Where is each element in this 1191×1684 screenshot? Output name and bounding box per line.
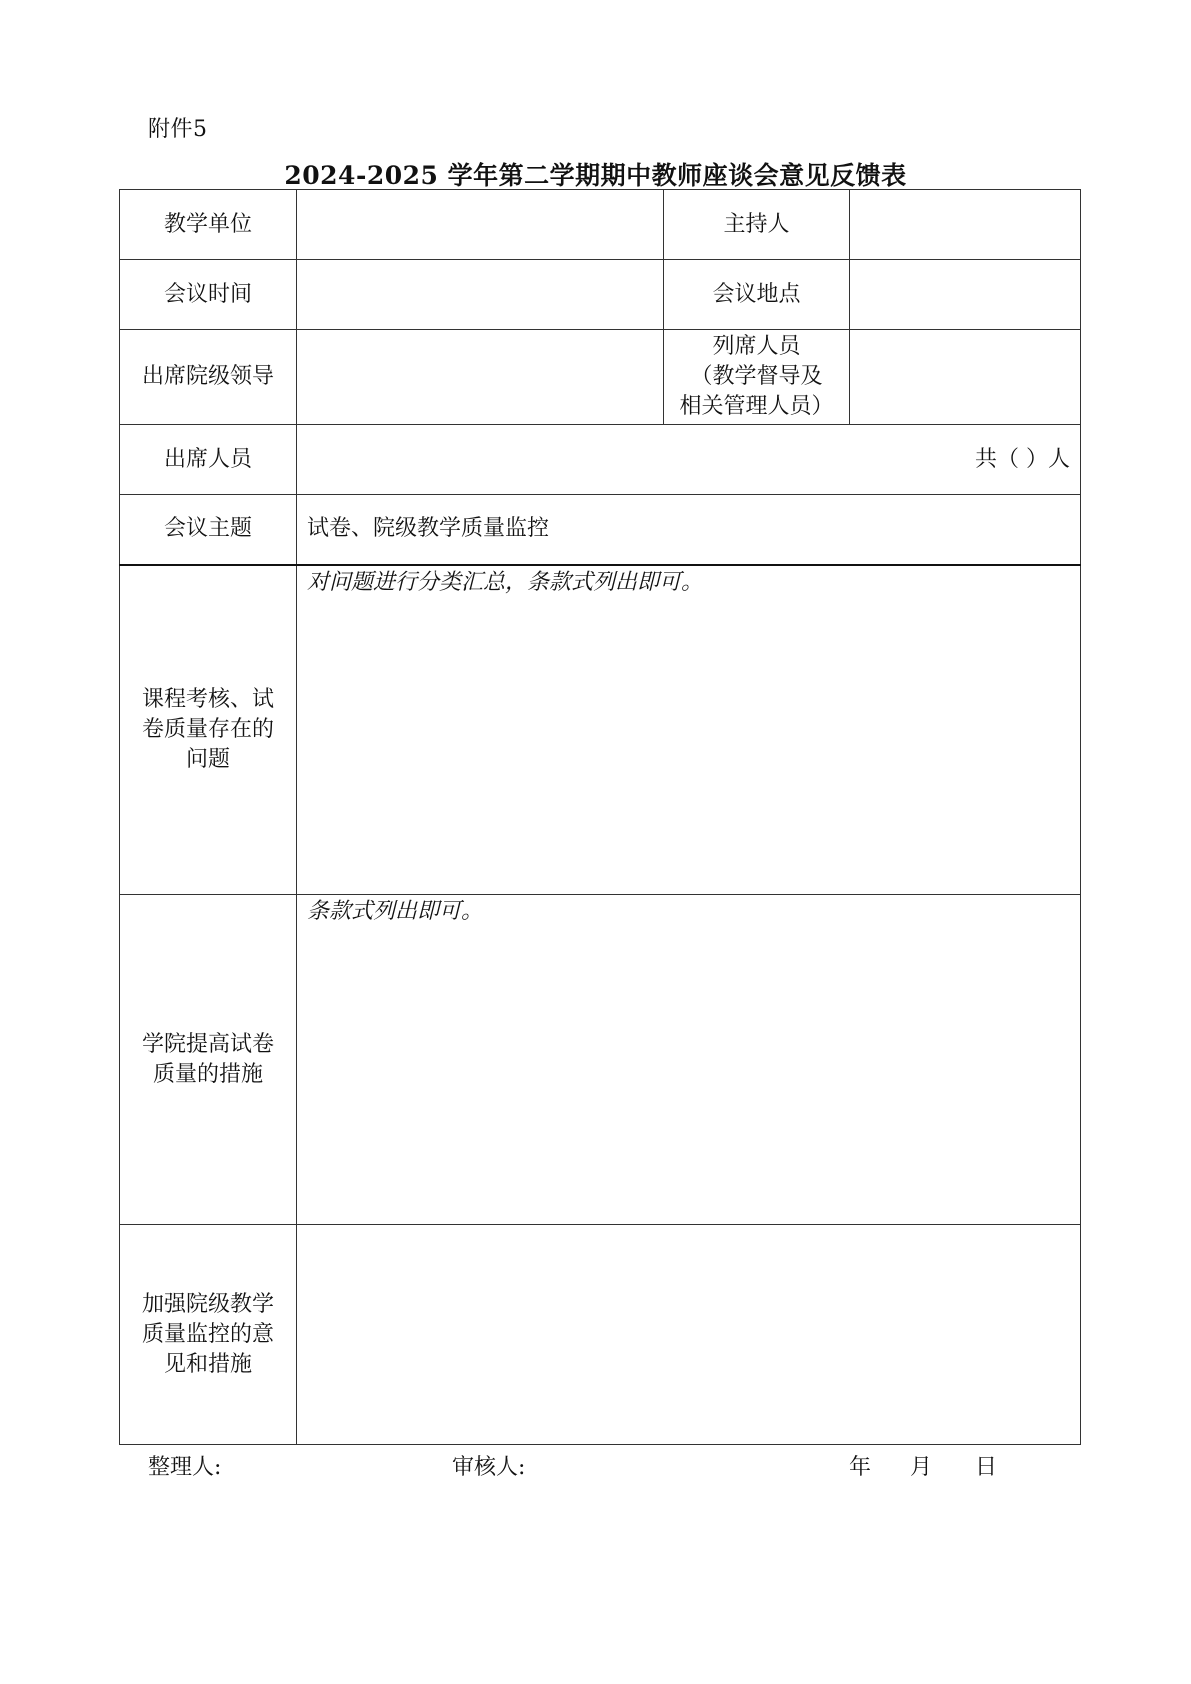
- form-title: 2024-2025 学年第二学期期中教师座谈会意见反馈表: [284, 161, 907, 190]
- row-suggestions: [120, 1225, 1081, 1445]
- row-theme: [120, 495, 1081, 565]
- unit-field[interactable]: [297, 190, 664, 260]
- measures-field[interactable]: 条款式列出即可。: [297, 895, 1081, 1225]
- attendees-label: 出席人员: [120, 425, 297, 495]
- problems-field[interactable]: 对问题进行分类汇总，条款式列出即可。: [297, 565, 1081, 895]
- problems-label: [120, 565, 297, 895]
- problems-label-line: 课程考核、试: [141, 686, 274, 712]
- time-field[interactable]: [297, 260, 664, 330]
- suggestions-label-line: 质量监控的意: [141, 1321, 274, 1347]
- observers-field[interactable]: [850, 330, 1081, 425]
- problems-label-line: 卷质量存在的: [141, 716, 274, 742]
- host-field[interactable]: [850, 190, 1081, 260]
- row-problems: [120, 565, 1081, 895]
- attendees-count-field[interactable]: 共（ ）人: [297, 425, 1081, 495]
- suggestions-label-line: 见和措施: [163, 1351, 252, 1377]
- observers-label: [664, 330, 850, 425]
- row-attendees: [120, 425, 1081, 495]
- problems-label-line: 问题: [185, 746, 230, 772]
- suggestions-field[interactable]: [297, 1225, 1081, 1445]
- row-unit-host: [120, 190, 1081, 260]
- measures-label-line: 学院提高试卷: [141, 1031, 274, 1057]
- feedback-form-table: [119, 189, 1081, 1445]
- day-label: 日: [975, 1455, 998, 1480]
- measures-label: [120, 895, 297, 1225]
- row-leaders-observers: [120, 330, 1081, 425]
- place-label: 会议地点: [664, 260, 850, 330]
- place-field[interactable]: [850, 260, 1081, 330]
- organizer-label: 整理人:: [148, 1455, 222, 1480]
- theme-field[interactable]: 试卷、院级教学质量监控: [297, 495, 1081, 565]
- reviewer-label: 审核人:: [452, 1455, 526, 1480]
- row-time-place: [120, 260, 1081, 330]
- row-measures: [120, 895, 1081, 1225]
- leaders-label: 出席院级领导: [120, 330, 297, 425]
- month-label: 月: [910, 1455, 933, 1480]
- observers-label-line: 列席人员: [712, 334, 801, 359]
- attachment-label: 附件5: [148, 117, 208, 142]
- theme-label: 会议主题: [120, 495, 297, 565]
- unit-label: 教学单位: [120, 190, 297, 260]
- time-label: 会议时间: [120, 260, 297, 330]
- observers-label-line: 相关管理人员）: [679, 394, 834, 419]
- suggestions-label-line: 加强院级教学: [141, 1291, 274, 1317]
- leaders-field[interactable]: [297, 330, 664, 425]
- observers-label-line: （教学督导及: [690, 364, 823, 389]
- host-label: 主持人: [664, 190, 850, 260]
- year-label: 年: [849, 1455, 872, 1480]
- suggestions-label: [120, 1225, 297, 1445]
- measures-label-line: 质量的措施: [152, 1061, 263, 1087]
